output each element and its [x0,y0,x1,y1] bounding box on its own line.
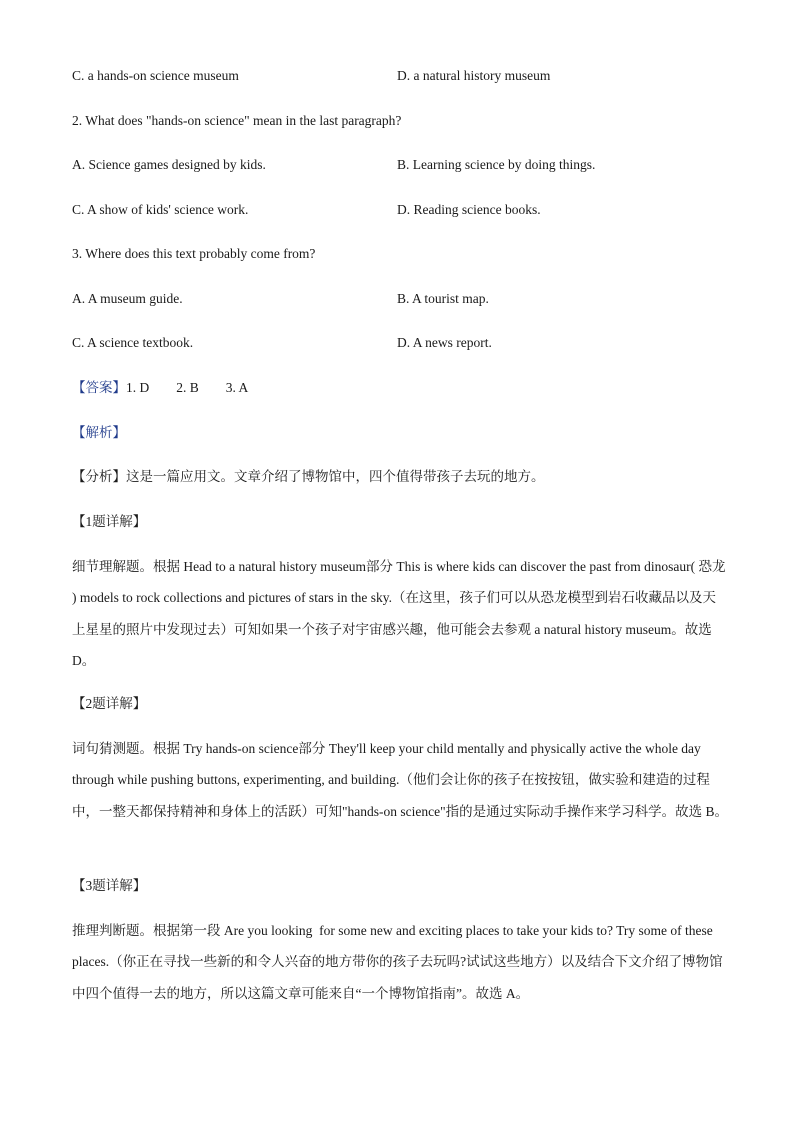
q2-option-b: B. Learning science by doing things. [397,157,596,172]
answer-line [72,379,248,397]
q3-question: 3. Where does this text probably come from? [72,246,316,261]
q2-question: 2. What does "hands-on science" mean in the last paragraph? [72,113,402,128]
q3-option-a: A. A museum guide. [72,291,183,306]
summary-tag: 【分析】 [72,469,126,484]
answer-tag: 【答案】 [72,380,126,395]
detail2-text: 词句猜测题。根据 Try hands-on science部分 They'll keep your child mentally and physically active the whole day through while pushing buttons, experimenting, and building.（他们会让你的孩子在按按钮，做实验和建造的过程中，一整天都保持精神和身体上的活跃）可知"hands-on science"指的是通过实际动手操作来学习科学。故选 B。 [72,741,728,819]
analysis-tag: 【解析】 [72,425,126,440]
detail3-paragraph [72,915,728,1009]
answer-values: 1. D 2. B 3. A [126,380,249,395]
detail1-text: 细节理解题。根据 Head to a natural history museum部分 This is where kids can discover the past from dinosaur( 恐龙 ) models to rock collections and pictures of stars in the sky.（在这里，孩子们可以从恐龙模型到岩石收藏品以及天上星星的照片中发现过去）可知如果一个孩子对宇宙感兴趣，他可能会去参观 a natural history museum。故选 D。 [72,559,729,668]
summary-text: 这是一篇应用文。文章介绍了博物馆中，四个值得带孩子去玩的地方。 [126,469,545,484]
q1-option-d: D. a natural history museum [397,68,551,83]
summary-line [72,468,545,486]
detail1-heading: 【1题详解】 [72,514,147,529]
q3-option-d: D. A news report. [397,335,492,350]
detail3-text: 推理判断题。根据第一段 Are you looking for some new and exciting places to take your kids to? Try some of these places.（你正在寻找一些新的和令人兴奋的地方带你的孩子去玩吗?试试这些地方）以及结合下文介绍了博物馆中四个值得一去的地方，所以这篇文章可能来自“一个博物馆指南”。故选 A。 [72,923,723,1001]
detail2-paragraph [72,733,728,827]
q3-option-b: B. A tourist map. [397,291,489,306]
q2-option-d: D. Reading science books. [397,202,541,217]
detail3-heading: 【3题详解】 [72,878,147,893]
detail2-heading: 【2题详解】 [72,696,147,711]
q1-option-c: C. a hands-on science museum [72,68,239,83]
q3-option-c: C. A science textbook. [72,335,194,350]
q2-option-c: C. A show of kids' science work. [72,202,249,217]
q2-option-a: A. Science games designed by kids. [72,157,266,172]
detail1-paragraph [72,551,728,676]
